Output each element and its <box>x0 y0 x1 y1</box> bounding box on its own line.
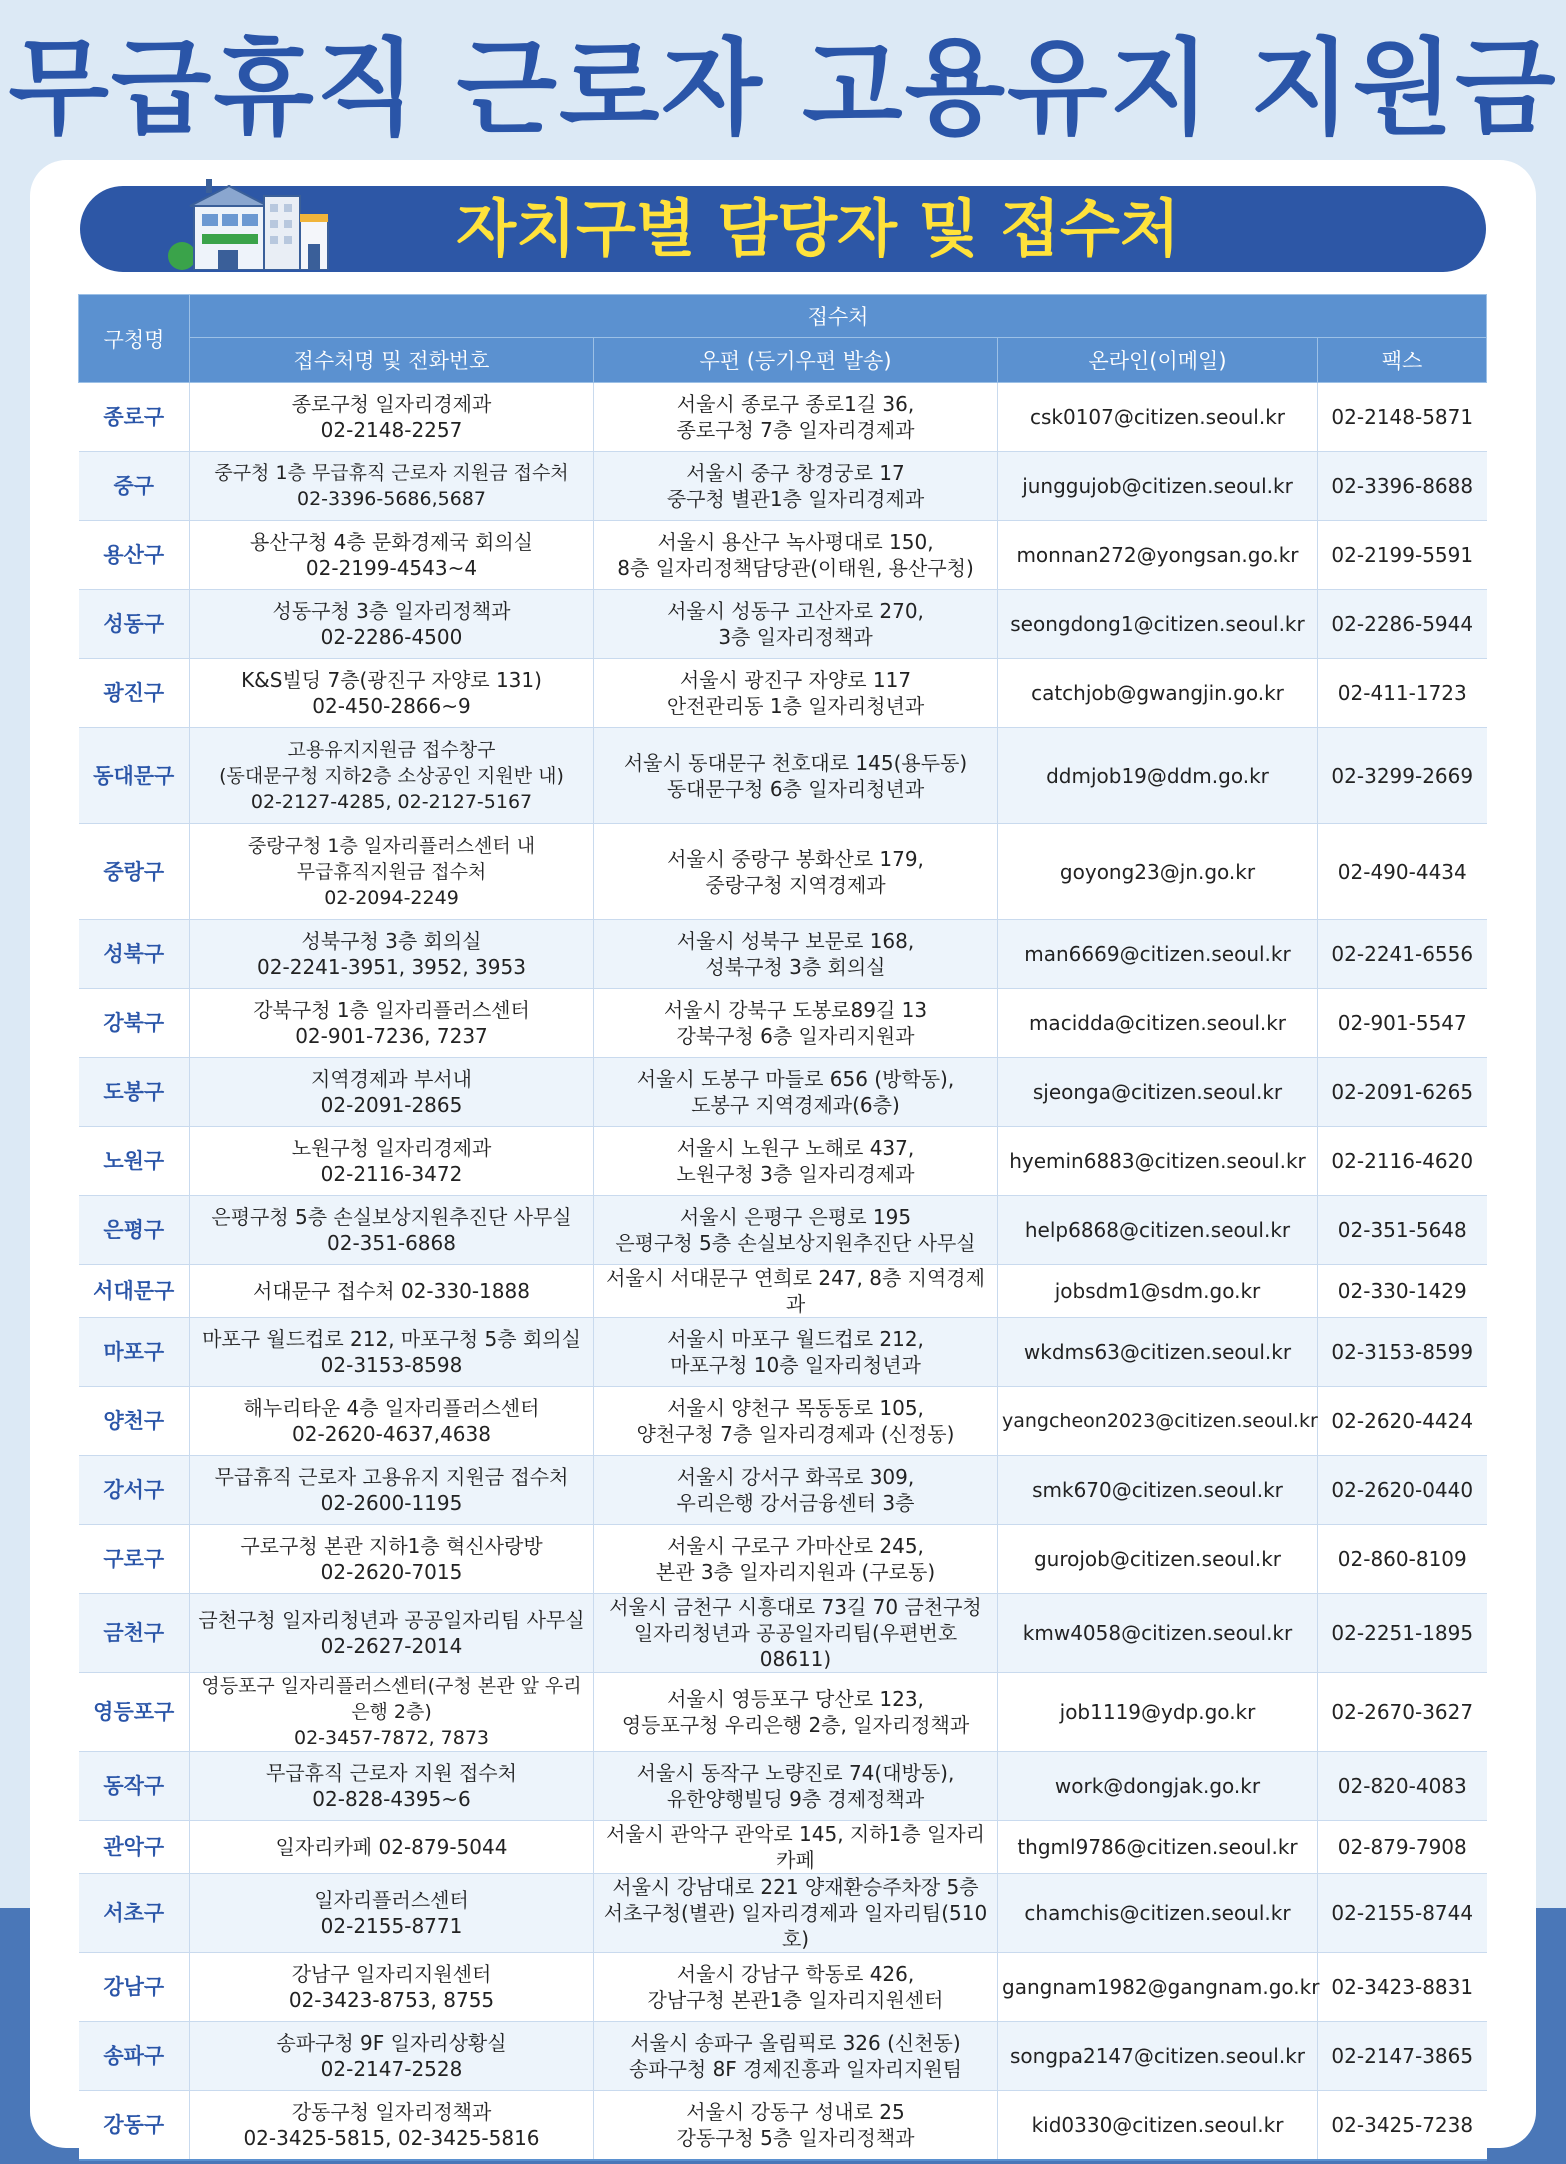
table-row <box>79 1752 1487 1821</box>
fax-cell: 02-2241-6556 <box>1318 920 1487 989</box>
office-cell: 일자리카페 02-879-5044 <box>190 1821 594 1874</box>
table-row <box>79 1318 1487 1387</box>
fax-cell: 02-820-4083 <box>1318 1752 1487 1821</box>
email-cell: gangnam1982@gangnam.go.kr <box>998 1953 1318 2022</box>
table-row <box>79 2022 1487 2091</box>
email-cell: songpa2147@citizen.seoul.kr <box>998 2022 1318 2091</box>
district-cell: 성동구 <box>79 590 190 659</box>
email-cell: chamchis@citizen.seoul.kr <box>998 1874 1318 1953</box>
email-cell: work@dongjak.go.kr <box>998 1752 1318 1821</box>
fax-cell: 02-490-4434 <box>1318 824 1487 920</box>
mail-cell: 서울시 종로구 종로1길 36, 종로구청 7층 일자리경제과 <box>594 383 998 452</box>
office-cell: 종로구청 일자리경제과 02-2148-2257 <box>190 383 594 452</box>
email-cell: smk670@citizen.seoul.kr <box>998 1456 1318 1525</box>
district-cell: 용산구 <box>79 521 190 590</box>
district-cell: 중랑구 <box>79 824 190 920</box>
table-row <box>79 1058 1487 1127</box>
mail-cell: 서울시 마포구 월드컵로 212, 마포구청 10층 일자리청년과 <box>594 1318 998 1387</box>
office-cell: 일자리플러스센터 02-2155-8771 <box>190 1874 594 1953</box>
table-row <box>79 590 1487 659</box>
office-cell: 성북구청 3층 회의실 02-2241-3951, 3952, 3953 <box>190 920 594 989</box>
district-cell: 강북구 <box>79 989 190 1058</box>
header-group: 접수처 <box>190 295 1487 338</box>
section-banner <box>80 186 1486 272</box>
table-row <box>79 1821 1487 1874</box>
district-cell: 구로구 <box>79 1525 190 1594</box>
mail-cell: 서울시 송파구 올림픽로 326 (신천동) 송파구청 8F 경제진흥과 일자리지원팀 <box>594 2022 998 2091</box>
fax-cell: 02-2148-5871 <box>1318 383 1487 452</box>
fax-cell: 02-3153-8599 <box>1318 1318 1487 1387</box>
district-cell: 도봉구 <box>79 1058 190 1127</box>
fax-cell: 02-860-8109 <box>1318 1525 1487 1594</box>
fax-cell: 02-2620-4424 <box>1318 1387 1487 1456</box>
table-row <box>79 1525 1487 1594</box>
table-row <box>79 824 1487 920</box>
building-icon <box>160 174 340 270</box>
content-card <box>30 160 1536 2148</box>
mail-cell: 서울시 노원구 노해로 437, 노원구청 3층 일자리경제과 <box>594 1127 998 1196</box>
mail-cell: 서울시 강서구 화곡로 309, 우리은행 강서금융센터 3층 <box>594 1456 998 1525</box>
office-cell: 무급휴직 근로자 고용유지 지원금 접수처 02-2600-1195 <box>190 1456 594 1525</box>
table-row <box>79 989 1487 1058</box>
mail-cell: 서울시 강남대로 221 양재환승주차장 5층 서초구청(별관) 일자리경제과 일자리팀(510호) <box>594 1874 998 1953</box>
fax-cell: 02-2620-0440 <box>1318 1456 1487 1525</box>
email-cell: wkdms63@citizen.seoul.kr <box>998 1318 1318 1387</box>
mail-cell: 서울시 동작구 노량진로 74(대방동), 유한양행빌딩 9층 경제정책과 <box>594 1752 998 1821</box>
district-cell: 강남구 <box>79 1953 190 2022</box>
mail-cell: 서울시 강북구 도봉로89길 13 강북구청 6층 일자리지원과 <box>594 989 998 1058</box>
email-cell: seongdong1@citizen.seoul.kr <box>998 590 1318 659</box>
table-row <box>79 521 1487 590</box>
district-cell: 은평구 <box>79 1196 190 1265</box>
email-cell: catchjob@gwangjin.go.kr <box>998 659 1318 728</box>
mail-cell: 서울시 도봉구 마들로 656 (방학동), 도봉구 지역경제과(6층) <box>594 1058 998 1127</box>
district-cell: 강서구 <box>79 1456 190 1525</box>
email-cell: macidda@citizen.seoul.kr <box>998 989 1318 1058</box>
office-cell: 마포구 월드컵로 212, 마포구청 5층 회의실 02-3153-8598 <box>190 1318 594 1387</box>
table-row <box>79 1456 1487 1525</box>
office-cell: 해누리타운 4층 일자리플러스센터 02-2620-4637,4638 <box>190 1387 594 1456</box>
office-cell: 고용유지지원금 접수창구 (동대문구청 지하2층 소상공인 지원반 내) 02-2127-4285, 02-2127-5167 <box>190 728 594 824</box>
district-cell: 동대문구 <box>79 728 190 824</box>
office-cell: 용산구청 4층 문화경제국 회의실 02-2199-4543~4 <box>190 521 594 590</box>
email-cell: sjeonga@citizen.seoul.kr <box>998 1058 1318 1127</box>
office-cell: K&S빌딩 7층(광진구 자양로 131) 02-450-2866~9 <box>190 659 594 728</box>
fax-cell: 02-2116-4620 <box>1318 1127 1487 1196</box>
office-cell: 성동구청 3층 일자리정책과 02-2286-4500 <box>190 590 594 659</box>
table-row <box>79 659 1487 728</box>
district-cell: 마포구 <box>79 1318 190 1387</box>
office-cell: 구로구청 본관 지하1층 혁신사랑방 02-2620-7015 <box>190 1525 594 1594</box>
office-cell: 은평구청 5층 손실보상지원추진단 사무실 02-351-6868 <box>190 1196 594 1265</box>
fax-cell: 02-351-5648 <box>1318 1196 1487 1265</box>
office-cell: 금천구청 일자리청년과 공공일자리팀 사무실 02-2627-2014 <box>190 1594 594 1673</box>
email-cell: man6669@citizen.seoul.kr <box>998 920 1318 989</box>
table-row <box>79 452 1487 521</box>
fax-cell: 02-879-7908 <box>1318 1821 1487 1874</box>
table-row <box>79 1874 1487 1953</box>
district-cell: 중구 <box>79 452 190 521</box>
office-cell: 송파구청 9F 일자리상황실 02-2147-2528 <box>190 2022 594 2091</box>
header-online: 온라인(이메일) <box>998 338 1318 383</box>
fax-cell: 02-330-1429 <box>1318 1265 1487 1318</box>
table-row <box>79 1953 1487 2022</box>
section-title: 자치구별 담당자 및 접수처 <box>456 192 1180 265</box>
page-title: 무급휴직 근로자 고용유지 지원금 <box>8 27 1558 149</box>
table-row <box>79 728 1487 824</box>
district-cell: 강동구 <box>79 2091 190 2160</box>
mail-cell: 서울시 양천구 목동동로 105, 양천구청 7층 일자리경제과 (신정동) <box>594 1387 998 1456</box>
mail-cell: 서울시 중랑구 봉화산로 179, 중랑구청 지역경제과 <box>594 824 998 920</box>
district-cell: 관악구 <box>79 1821 190 1874</box>
mail-cell: 서울시 구로구 가마산로 245, 본관 3층 일자리지원과 (구로동) <box>594 1525 998 1594</box>
office-cell: 강남구 일자리지원센터 02-3423-8753, 8755 <box>190 1953 594 2022</box>
email-cell: hyemin6883@citizen.seoul.kr <box>998 1127 1318 1196</box>
mail-cell: 서울시 광진구 자양로 117 안전관리동 1층 일자리청년과 <box>594 659 998 728</box>
mail-cell: 서울시 성북구 보문로 168, 성북구청 3층 회의실 <box>594 920 998 989</box>
office-cell: 강북구청 1층 일자리플러스센터 02-901-7236, 7237 <box>190 989 594 1058</box>
mail-cell: 서울시 관악구 관악로 145, 지하1층 일자리카페 <box>594 1821 998 1874</box>
mail-cell: 서울시 동대문구 천호대로 145(용두동) 동대문구청 6층 일자리청년과 <box>594 728 998 824</box>
mail-cell: 서울시 영등포구 당산로 123, 영등포구청 우리은행 2층, 일자리정책과 <box>594 1673 998 1752</box>
email-cell: yangcheon2023@citizen.seoul.kr <box>998 1387 1318 1456</box>
fax-cell: 02-3299-2669 <box>1318 728 1487 824</box>
office-cell: 노원구청 일자리경제과 02-2116-3472 <box>190 1127 594 1196</box>
district-cell: 양천구 <box>79 1387 190 1456</box>
email-cell: ddmjob19@ddm.go.kr <box>998 728 1318 824</box>
email-cell: help6868@citizen.seoul.kr <box>998 1196 1318 1265</box>
fax-cell: 02-411-1723 <box>1318 659 1487 728</box>
mail-cell: 서울시 강동구 성내로 25 강동구청 5층 일자리정책과 <box>594 2091 998 2160</box>
mail-cell: 서울시 은평구 은평로 195 은평구청 5층 손실보상지원추진단 사무실 <box>594 1196 998 1265</box>
district-cell: 서초구 <box>79 1874 190 1953</box>
district-cell: 성북구 <box>79 920 190 989</box>
mail-cell: 서울시 강남구 학동로 426, 강남구청 본관1층 일자리지원센터 <box>594 1953 998 2022</box>
district-cell: 광진구 <box>79 659 190 728</box>
email-cell: jobsdm1@sdm.go.kr <box>998 1265 1318 1318</box>
office-cell: 무급휴직 근로자 지원 접수처 02-828-4395~6 <box>190 1752 594 1821</box>
mail-cell: 서울시 금천구 시흥대로 73길 70 금천구청 일자리청년과 공공일자리팀(우편번호 08611) <box>594 1594 998 1673</box>
office-cell: 서대문구 접수처 02-330-1888 <box>190 1265 594 1318</box>
header-fax: 팩스 <box>1318 338 1487 383</box>
table-row <box>79 2091 1487 2160</box>
email-cell: gurojob@citizen.seoul.kr <box>998 1525 1318 1594</box>
email-cell: thgml9786@citizen.seoul.kr <box>998 1821 1318 1874</box>
fax-cell: 02-2286-5944 <box>1318 590 1487 659</box>
fax-cell: 02-2670-3627 <box>1318 1673 1487 1752</box>
fax-cell: 02-2155-8744 <box>1318 1874 1487 1953</box>
district-cell: 영등포구 <box>79 1673 190 1752</box>
table-row <box>79 920 1487 989</box>
office-cell: 중랑구청 1층 일자리플러스센터 내 무급휴직지원금 접수처 02-2094-2249 <box>190 824 594 920</box>
email-cell: job1119@ydp.go.kr <box>998 1673 1318 1752</box>
table-row <box>79 383 1487 452</box>
fax-cell: 02-3396-8688 <box>1318 452 1487 521</box>
fax-cell: 02-2251-1895 <box>1318 1594 1487 1673</box>
table-row <box>79 1387 1487 1456</box>
contacts-table <box>78 294 1487 2161</box>
fax-cell: 02-2091-6265 <box>1318 1058 1487 1127</box>
table-row <box>79 1127 1487 1196</box>
email-cell: junggujob@citizen.seoul.kr <box>998 452 1318 521</box>
mail-cell: 서울시 용산구 녹사평대로 150, 8층 일자리정책담당관(이태원, 용산구청) <box>594 521 998 590</box>
table-row <box>79 1594 1487 1673</box>
email-cell: goyong23@jn.go.kr <box>998 824 1318 920</box>
email-cell: kmw4058@citizen.seoul.kr <box>998 1594 1318 1673</box>
email-cell: monnan272@yongsan.go.kr <box>998 521 1318 590</box>
district-cell: 송파구 <box>79 2022 190 2091</box>
mail-cell: 서울시 성동구 고산자로 270, 3층 일자리정책과 <box>594 590 998 659</box>
district-cell: 서대문구 <box>79 1265 190 1318</box>
header-office: 접수처명 및 전화번호 <box>190 338 594 383</box>
table-row <box>79 1673 1487 1752</box>
fax-cell: 02-2147-3865 <box>1318 2022 1487 2091</box>
district-cell: 동작구 <box>79 1752 190 1821</box>
office-cell: 중구청 1층 무급휴직 근로자 지원금 접수처 02-3396-5686,5687 <box>190 452 594 521</box>
office-cell: 지역경제과 부서내 02-2091-2865 <box>190 1058 594 1127</box>
mail-cell: 서울시 중구 창경궁로 17 중구청 별관1층 일자리경제과 <box>594 452 998 521</box>
office-cell: 영등포구 일자리플러스센터(구청 본관 앞 우리은행 2층) 02-3457-7872, 7873 <box>190 1673 594 1752</box>
table-row <box>79 1196 1487 1265</box>
district-cell: 금천구 <box>79 1594 190 1673</box>
fax-cell: 02-3423-8831 <box>1318 1953 1487 2022</box>
email-cell: csk0107@citizen.seoul.kr <box>998 383 1318 452</box>
mail-cell: 서울시 서대문구 연희로 247, 8층 지역경제과 <box>594 1265 998 1318</box>
table-row <box>79 1265 1487 1318</box>
header-mail: 우편 (등기우편 발송) <box>594 338 998 383</box>
fax-cell: 02-3425-7238 <box>1318 2091 1487 2160</box>
fax-cell: 02-901-5547 <box>1318 989 1487 1058</box>
district-cell: 종로구 <box>79 383 190 452</box>
header-district: 구청명 <box>79 295 190 383</box>
office-cell: 강동구청 일자리정책과 02-3425-5815, 02-3425-5816 <box>190 2091 594 2160</box>
email-cell: kid0330@citizen.seoul.kr <box>998 2091 1318 2160</box>
fax-cell: 02-2199-5591 <box>1318 521 1487 590</box>
district-cell: 노원구 <box>79 1127 190 1196</box>
